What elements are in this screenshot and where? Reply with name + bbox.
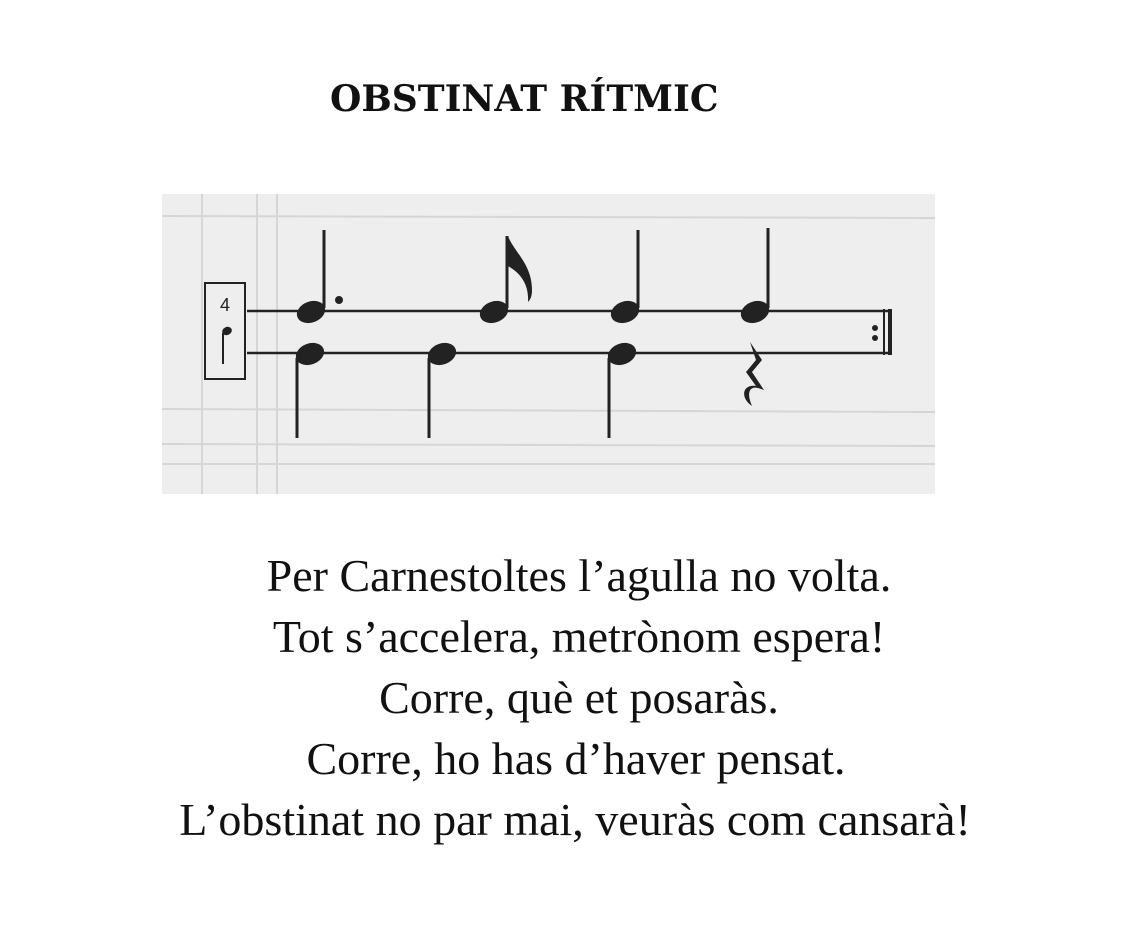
quarter-rest-icon: [744, 342, 764, 406]
lyrics-line: Corre, què et posaràs.: [379, 672, 779, 723]
quarter-note: [608, 230, 641, 326]
scan-background: [162, 194, 935, 494]
quarter-note: [605, 340, 638, 438]
page-title: OBSTINAT RÍTMIC: [330, 78, 719, 120]
quarter-note: [738, 228, 771, 326]
repeat-sign: [873, 309, 891, 355]
lyrics-line: Corre, ho has d’haver pensat.: [306, 733, 846, 784]
lyrics: [0, 545, 1144, 850]
rhythm-score-image: [162, 194, 935, 494]
lower-voice: [293, 340, 764, 438]
eighth-note: [477, 236, 532, 326]
quarter-note-icon: [221, 325, 233, 364]
time-signature: [205, 283, 245, 379]
quarter-note: [293, 340, 326, 438]
staff-lines: [247, 311, 890, 353]
lyrics-line: L’obstinat no par mai, veuràs com cansarà!: [179, 794, 971, 845]
time-signature-number: 4: [219, 295, 231, 315]
rhythm-score: [162, 194, 935, 494]
lyrics-line: Per Carnestoltes l’agulla no volta.: [266, 550, 892, 601]
quarter-note: [425, 340, 458, 438]
lyrics-line: Tot s’accelera, metrònom espera!: [272, 611, 886, 662]
